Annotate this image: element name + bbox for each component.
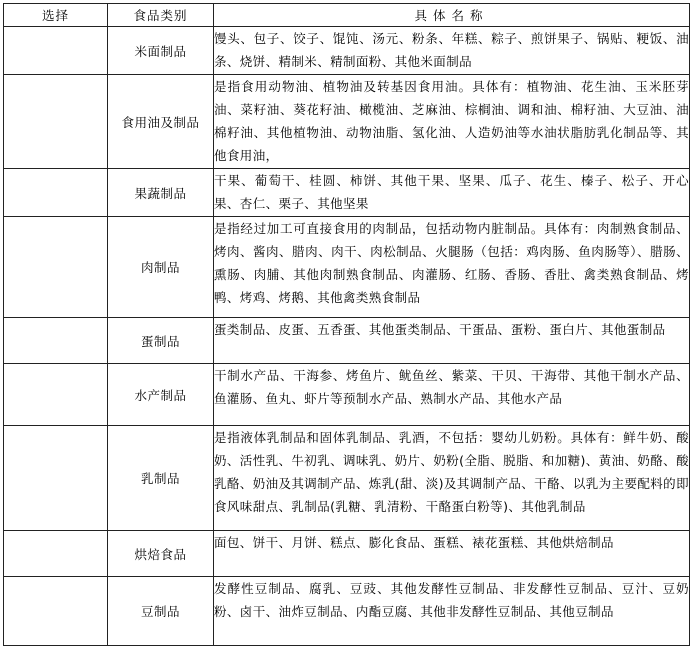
header-row	[4, 4, 690, 27]
category-cell: 水产制品	[108, 364, 214, 426]
select-cell[interactable]	[4, 75, 108, 169]
table-row	[4, 217, 690, 318]
food-category-table	[3, 3, 690, 646]
header-category: 食品类别	[108, 4, 214, 27]
category-cell: 食用油及制品	[108, 75, 214, 169]
category-cell: 果蔬制品	[108, 169, 214, 217]
header-detail: 具体名称	[214, 4, 690, 27]
table-row	[4, 75, 690, 169]
category-cell: 烘焙食品	[108, 531, 214, 577]
select-cell[interactable]	[4, 318, 108, 364]
table-row	[4, 27, 690, 75]
select-cell[interactable]	[4, 27, 108, 75]
category-cell: 米面制品	[108, 27, 214, 75]
detail-cell: 面包、饼干、月饼、糕点、膨化食品、蛋糕、裱花蛋糕、其他烘焙制品	[214, 531, 690, 577]
select-cell[interactable]	[4, 531, 108, 577]
table-row	[4, 318, 690, 364]
detail-cell: 馒头、包子、饺子、馄饨、汤元、粉条、年糕、粽子、煎饼果子、锅贴、粳饭、油条、烧饼、精制米、精制面粉、其他米面制品	[214, 27, 690, 75]
detail-cell: 蛋类制品、皮蛋、五香蛋、其他蛋类制品、干蛋品、蛋粉、蛋白片、其他蛋制品	[214, 318, 690, 364]
select-cell[interactable]	[4, 577, 108, 646]
table-row	[4, 577, 690, 646]
detail-cell: 是指经过加工可直接食用的肉制品，包括动物内脏制品。具体有：肉制熟食制品、烤肉、酱肉、腊肉、肉干、肉松制品、火腿肠（包括：鸡肉肠、鱼肉肠等）、腊肠、熏肠、肉脯、其他肉制熟食制品、肉灌肠、红肠、香肠、香肚、禽类熟食制品、烤鸭、烤鸡、烤鹅、其他禽类熟食制品	[214, 217, 690, 318]
select-cell[interactable]	[4, 364, 108, 426]
detail-cell: 是指液体乳制品和固体乳制品、乳酒，不包括：婴幼儿奶粉。具体有：鲜牛奶、酸奶、活性乳、牛初乳、调味乳、奶片、奶粉(全脂、脱脂、和加糖)、黄油、奶酪、酸乳酪、奶油及其调制产品、炼乳(甜、淡)及其调制产品、干酪、以乳为主要配料的即食风味甜点、乳制品(乳糖、乳清粉、干酪蛋白粉等)、其他乳制品	[214, 426, 690, 531]
category-cell: 乳制品	[108, 426, 214, 531]
table-row	[4, 169, 690, 217]
table-row	[4, 531, 690, 577]
detail-cell: 干果、葡萄干、桂圆、柿饼、其他干果、坚果、瓜子、花生、榛子、松子、开心果、杏仁、栗子、其他坚果	[214, 169, 690, 217]
table-row	[4, 364, 690, 426]
category-cell: 豆制品	[108, 577, 214, 646]
select-cell[interactable]	[4, 426, 108, 531]
category-cell: 蛋制品	[108, 318, 214, 364]
table-row	[4, 426, 690, 531]
detail-cell: 干制水产品、干海参、烤鱼片、鱿鱼丝、紫菜、干贝、干海带、其他干制水产品、鱼灌肠、鱼丸、虾片等预制水产品、熟制水产品、其他水产品	[214, 364, 690, 426]
detail-cell: 是指食用动物油、植物油及转基因食用油。具体有：植物油、花生油、玉米胚芽油、菜籽油、葵花籽油、橄榄油、芝麻油、棕榈油、调和油、棉籽油、大豆油、油棉籽油、其他植物油、动物油脂、氢化油、人造奶油等水油状脂肪乳化制品等、其他食用油，	[214, 75, 690, 169]
select-cell[interactable]	[4, 217, 108, 318]
detail-cell: 发酵性豆制品、腐乳、豆豉、其他发酵性豆制品、非发酵性豆制品、豆汁、豆奶粉、卤干、油炸豆制品、内酯豆腐、其他非发酵性豆制品、其他豆制品	[214, 577, 690, 646]
category-cell: 肉制品	[108, 217, 214, 318]
select-cell[interactable]	[4, 169, 108, 217]
header-select: 选择	[4, 4, 108, 27]
